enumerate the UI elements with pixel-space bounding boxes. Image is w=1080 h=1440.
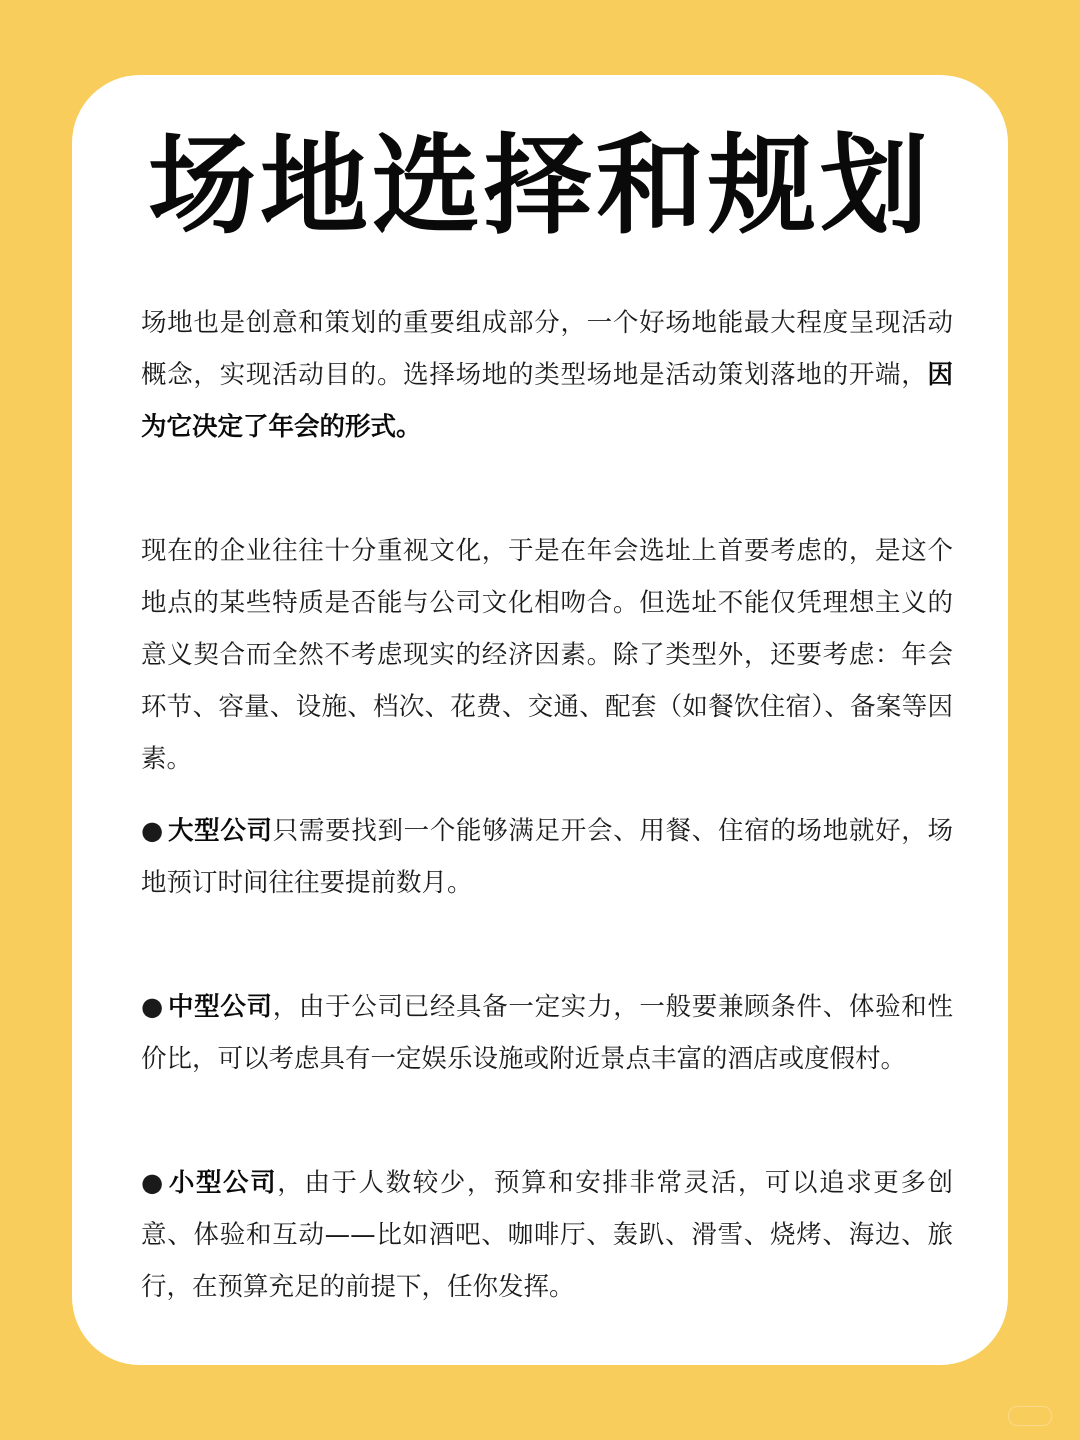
bullet-text: ，由于人数较少，预算和安排非常灵活，可以追求更多创意、体验和互动——比如酒吧、咖啡厅、轰趴、滑雪、烧烤、海边、旅行，在预算充足的前提下，任你发挥。 [141, 1168, 953, 1302]
bullet-medium-company [141, 981, 953, 1085]
bullet-label: 中型公司 [167, 992, 273, 1022]
bullet-large-company [141, 805, 953, 909]
bullet-dot-icon: ● [141, 816, 164, 846]
culture-paragraph: 现在的企业往往十分重视文化，于是在年会选址上首要考虑的，是这个地点的某些特质是否能与公司文化相吻合。但选址不能仅凭理想主义的意义契合而全然不考虑现实的经济因素。除了类型外，还要考虑：年会环节、容量、设施、档次、花费、交通、配套（如餐饮住宿）、备案等因素。 [141, 536, 953, 774]
bullet-label: 小型公司 [167, 1168, 278, 1198]
watermark-icon [1008, 1406, 1052, 1426]
bullet-label: 大型公司 [167, 816, 273, 846]
intro-text: 场地也是创意和策划的重要组成部分，一个好场地能最大程度呈现活动概念，实现活动目的。选择场地的类型场地是活动策划落地的开端， [141, 308, 953, 390]
bullet-small-company [141, 1157, 953, 1313]
bullet-dot-icon: ● [141, 992, 164, 1022]
bullet-text: ，由于公司已经具备一定实力，一般要兼顾条件、体验和性价比，可以考虑具有一定娱乐设施或附近景点丰富的酒店或度假村。 [141, 992, 953, 1074]
bullet-text: 只需要找到一个能够满足开会、用餐、住宿的场地就好，场地预订时间往往要提前数月。 [141, 816, 953, 898]
bullet-dot-icon: ● [141, 1168, 164, 1198]
intro-bold-text: 因为它决定了年会的形式。 [141, 360, 953, 442]
intro-paragraph [141, 297, 953, 453]
page-title: 场地选择和规划 [147, 124, 932, 249]
